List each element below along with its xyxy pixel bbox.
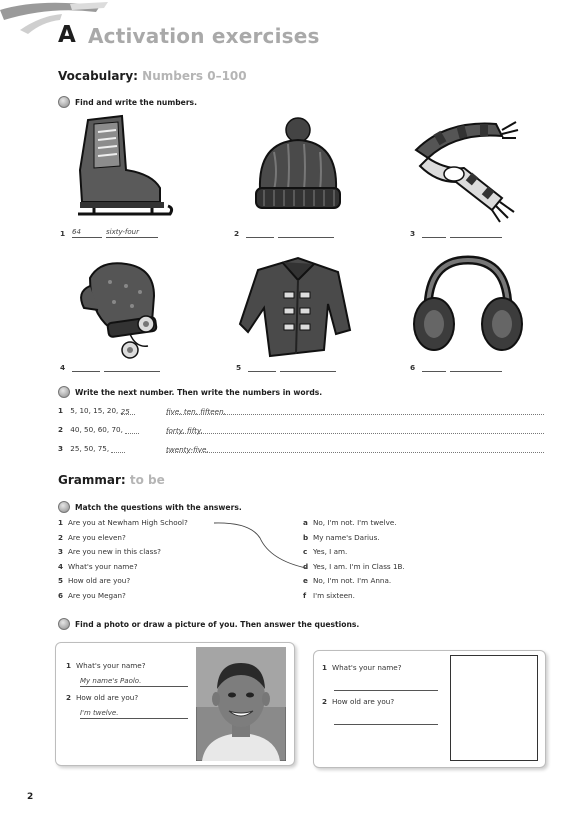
ice-skate-icon: [60, 110, 178, 228]
exercise-4-instruction: [58, 618, 359, 630]
questions-list: [58, 518, 188, 606]
answers-list: [303, 518, 405, 606]
word-answer-field[interactable]: [278, 228, 334, 238]
exercise-3-instruction: [58, 501, 242, 513]
card-question-2: 2 How old are you?: [322, 697, 395, 706]
answer-item: e No, I'm not. I'm Anna.: [303, 576, 392, 586]
vocabulary-label: Vocabulary:: [58, 69, 138, 83]
exercise-2-row-3: 3 25, 50, 75,: [58, 444, 125, 453]
vocabulary-heading: [58, 69, 247, 83]
exercise-2-words-1: [166, 406, 544, 415]
grammar-topic: to be: [129, 473, 165, 487]
card-answer-1: My name's Paolo.: [80, 677, 188, 687]
photo-placeholder[interactable]: [450, 655, 538, 761]
question-item: 2 Are you eleven?: [58, 532, 126, 542]
next-number-field[interactable]: [125, 426, 139, 434]
exercise-number-icon: [58, 501, 70, 513]
words-answer-field[interactable]: forty, fifty,: [166, 426, 544, 434]
exercise-2-row-1: 1 5, 10, 15, 20, 25: [58, 406, 135, 415]
scarf-icon: [406, 110, 524, 228]
name-answer-field[interactable]: [334, 681, 438, 691]
exercise-1-item-3: 3: [410, 228, 502, 238]
exercise-number-icon: [58, 96, 70, 108]
number-answer-field[interactable]: 64: [72, 228, 102, 238]
exercise-number-icon: [58, 386, 70, 398]
question-item: 6 Are you Megan?: [58, 590, 126, 600]
exercise-1-item-2: 2: [234, 228, 334, 238]
exercise-2-instruction: [58, 386, 322, 398]
exercise-1-text: Find and write the numbers.: [75, 97, 197, 107]
example-match-line: [210, 518, 310, 574]
words-answer-field[interactable]: twenty-five,: [166, 445, 544, 453]
exercise-1-item-6: 6: [410, 362, 502, 372]
example-card: [55, 642, 295, 766]
exercise-1-item-5: 5: [236, 362, 336, 372]
question-item: 3 Are you new in this class?: [58, 547, 161, 557]
vocabulary-topic: Numbers 0–100: [142, 69, 247, 83]
exercise-3-text: Match the questions with the answers.: [75, 502, 242, 512]
grammar-label: Grammar:: [58, 473, 126, 487]
card-question-1: 1 What's your name?: [322, 663, 402, 672]
number-answer-field[interactable]: [72, 362, 100, 372]
boy-photo: [196, 647, 286, 761]
exercise-1-item-4: 4: [60, 362, 160, 372]
word-answer-field[interactable]: [450, 228, 502, 238]
question-item: 5 How old are you?: [58, 576, 131, 586]
number-answer-field[interactable]: [246, 228, 274, 238]
exercise-2-words-3: [166, 444, 544, 453]
exercise-2-row-2: 2 40, 50, 60, 70,: [58, 425, 139, 434]
age-answer-field[interactable]: [334, 715, 438, 725]
page-number: 2: [27, 792, 34, 802]
card-question-1: 1 What's your name?: [66, 661, 146, 670]
word-answer-field[interactable]: sixty-four: [106, 228, 158, 238]
exercise-2-text: Write the next number. Then write the numbers in words.: [75, 387, 323, 397]
jacket-icon: [238, 250, 356, 368]
word-answer-field[interactable]: [450, 362, 502, 372]
word-answer-field[interactable]: [104, 362, 160, 372]
number-answer-field[interactable]: [422, 362, 446, 372]
number-answer-field[interactable]: [248, 362, 276, 372]
answer-item: a No, I'm not. I'm twelve.: [303, 518, 397, 527]
student-card: [313, 650, 546, 768]
earmuffs-icon: [408, 250, 526, 368]
mitten-icon: [70, 252, 188, 370]
exercise-1-item-1: 1 64 sixty-four: [60, 228, 158, 238]
section-letter: A: [58, 22, 76, 48]
grammar-heading: [58, 473, 165, 487]
next-number-field[interactable]: 25: [121, 407, 135, 415]
exercise-4-text: Find a photo or draw a picture of you. Then answer the questions.: [75, 619, 360, 629]
next-number-field[interactable]: [111, 445, 125, 453]
card-answer-2: I'm twelve.: [80, 709, 188, 719]
question-item: 4 What's your name?: [58, 561, 138, 571]
answer-item: b My name's Darius.: [303, 532, 380, 542]
bobble-hat-icon: [238, 112, 356, 230]
words-answer-field[interactable]: five, ten, fifteen,: [166, 407, 544, 415]
answer-item: d Yes, I am. I'm in Class 1B.: [303, 561, 405, 571]
word-answer-field[interactable]: [280, 362, 336, 372]
section-title: Activation exercises: [88, 24, 320, 48]
exercise-2-words-2: [166, 425, 544, 434]
question-item: 1 Are you at Newham High School?: [58, 518, 188, 527]
number-answer-field[interactable]: [422, 228, 446, 238]
card-question-2: 2 How old are you?: [66, 693, 139, 702]
answer-item: f I'm sixteen.: [303, 590, 355, 600]
exercise-number-icon: [58, 618, 70, 630]
exercise-1-instruction: [58, 96, 197, 108]
answer-item: c Yes, I am.: [303, 547, 348, 557]
